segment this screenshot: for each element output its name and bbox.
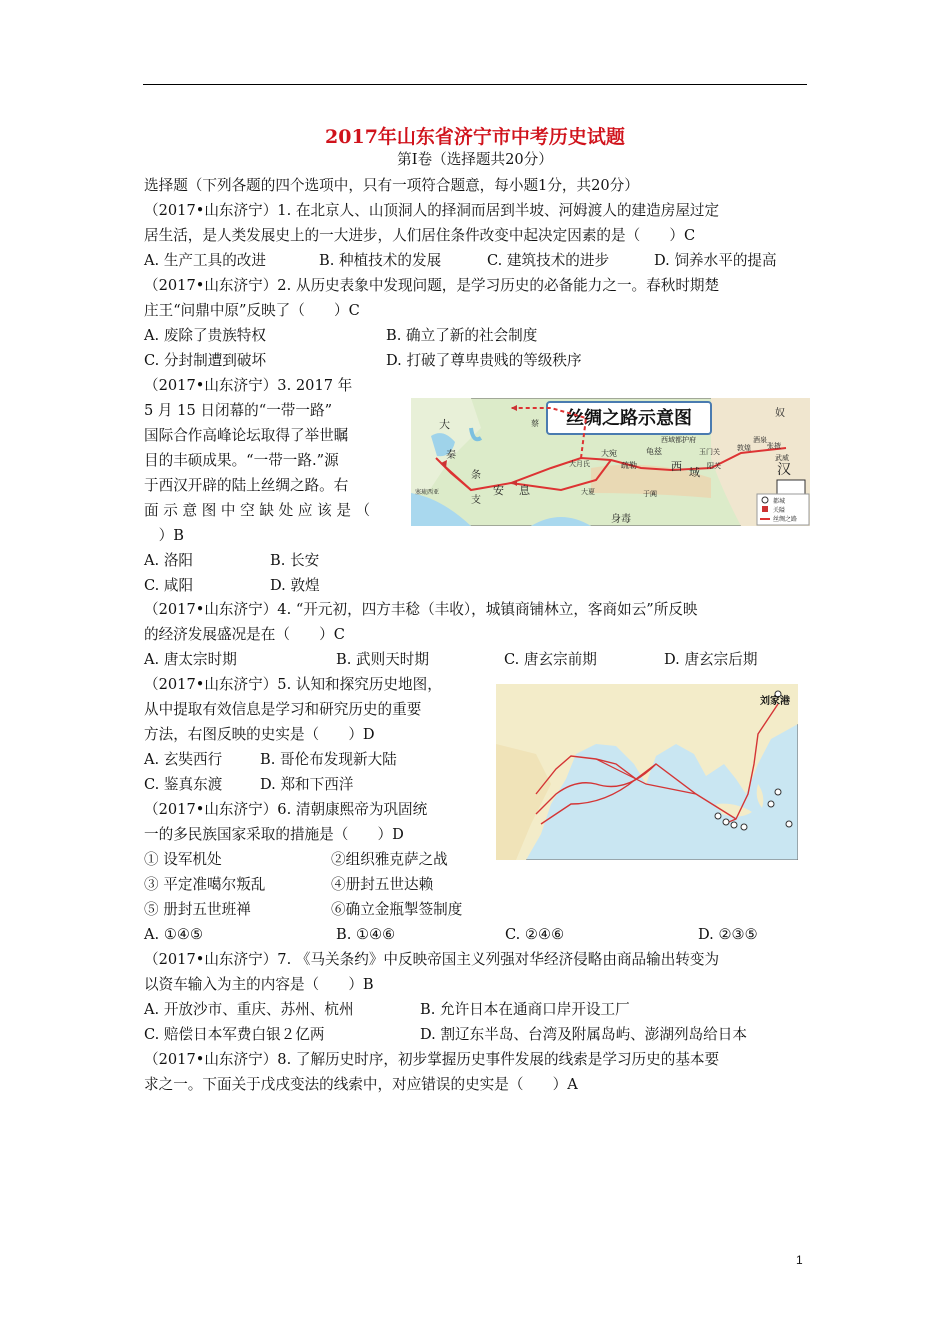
map-label-seleucia: 塞琉西亚 [415,489,440,496]
map-label-dayuan: 大宛 [601,449,617,458]
q3-line1: （2017•山东济宁）3. 2017 年 [144,377,353,394]
q1-line2: 居生活，是人类发展史上的一大进步，人们居住条件改变中起决定因素的是（ ）C [144,227,696,244]
map-label-yangguan: 阳关 [707,462,721,470]
q7-option-d: D. 割辽东半岛、台湾及附属岛屿、澎湖列岛给日本 [420,1026,747,1043]
map-label-cai: 蔡 [531,419,539,428]
q7-option-c: C. 赔偿日本军费白银２亿两 [144,1026,325,1043]
legend-capital: 都城 [773,498,786,505]
q1-option-a: A. 生产工具的改进 [144,252,266,269]
q6-item4: ④册封五世达赖 [331,876,434,893]
q7-option-b: B. 允许日本在通商口岸开设工厂 [420,1001,630,1018]
map-label-yu: 域 [689,466,700,479]
q3-line2: 5 月 15 日闭幕的“一带一路” [144,402,333,419]
map-label-zhi: 支 [471,495,481,506]
q1-option-c: C. 建筑技术的进步 [487,252,610,269]
map-label-jiuquan: 酒泉 [753,436,767,444]
q6-item3: ③ 平定准噶尔叛乱 [144,876,266,893]
legend-silk-road: 丝绸之路 [773,516,798,523]
map-label-yutian: 于阗 [643,490,657,498]
instructions: 选择题（下列各题的四个选项中，只有一项符合题意，每小题1分，共20分） [144,177,639,194]
q5-option-b: B. 哥伦布发现新大陆 [260,751,397,768]
q3-line6: 面 示 意 图 中 空 缺 处 应 该 是 （ [144,502,371,519]
q5-line3: 方法，右图反映的史实是（ ）D [144,726,375,743]
q3-line5: 于西汉开辟的陆上丝绸之路。右 [144,477,349,494]
q3-option-c: C. 咸阳 [144,577,194,594]
map-blank-box [777,480,805,494]
q5-line2: 从中提取有效信息是学习和研究历史的重要 [144,701,422,718]
q3-line7: ）B [144,527,184,544]
q6-option-d: D. ②③⑤ [698,926,758,943]
q4-option-c: C. 唐玄宗前期 [504,651,597,668]
q2-option-d: D. 打破了尊卑贵贱的等级秩序 [386,352,582,369]
q6-option-c: C. ②④⑥ [505,926,565,943]
q6-item5: ⑤ 册封五世班禅 [144,901,251,918]
q2-line2: 庄王“问鼎中原”反映了（ ）C [144,302,360,319]
map-label-xi2: 西 [671,460,682,473]
q3-option-a: A. 洛阳 [144,552,194,569]
q5-option-a: A. 玄奘西行 [144,751,223,768]
port-label-liujiagang: 刘家港 [760,696,790,707]
map-label-shule: 疏勒 [621,461,637,470]
map-label-an: 安 [493,484,504,497]
q2-option-c: C. 分封制遭到破坏 [144,352,267,369]
q6-line1: （2017•山东济宁）6. 清朝康熙帝为巩固统 [144,801,428,818]
q8-line1: （2017•山东济宁）8. 了解历史时序，初步掌握历史事件发展的线索是学习历史的基本要 [144,1051,720,1068]
map-label-wuwei: 武威 [775,454,789,462]
q5-line1: （2017•山东济宁）5. 认知和探究历史地图， [144,676,442,693]
q4-line1: （2017•山东济宁）4. “开元初，四方丰稔（丰收），城镇商铺林立，客商如云”所反映 [144,601,698,618]
header-rule [143,84,807,85]
zheng-he-voyage-map [496,684,798,860]
map-label-shendu: 身毒 [611,514,631,525]
q3-option-b: B. 长安 [270,552,320,569]
q6-item2: ②组织雅克萨之战 [331,851,448,868]
q8-line2: 求之一。下面关于戊戌变法的线索中，对应错误的史实是（ ）A [144,1076,578,1093]
q6-line2: 一的多民族国家采取的措施是（ ）D [144,826,404,843]
q1-line1: （2017•山东济宁）1. 在北京人、山顶洞人的择洞而居到半坡、河姆渡人的建造房屋过定 [144,202,720,219]
q4-option-b: B. 武则天时期 [336,651,429,668]
map-title: 丝绸之路示意图 [566,408,692,429]
page-number: 1 [796,1253,803,1267]
q3-line3: 国际合作高峰论坛取得了举世瞩 [144,427,349,444]
map-label-nu: 奴 [775,408,785,419]
q4-line2: 的经济发展盛况是在（ ）C [144,626,345,643]
q3-line4: 目的丰硕成果。“一带一路.”源 [144,452,339,469]
map-label-daxia: 大夏 [581,488,595,496]
map-label-han: 汉 [777,462,791,478]
q1-option-b: B. 种植技术的发展 [319,252,442,269]
q5-option-d: D. 郑和下西洋 [260,776,354,793]
map-legend [757,494,809,525]
page-title: 2017年山东省济宁市中考历史试题 [325,126,625,148]
q1-option-d: D. 饲养水平的提高 [654,252,777,269]
q6-item1: ① 设军机处 [144,851,222,868]
q2-option-a: A. 废除了贵族特权 [144,327,266,344]
map-label-da: 大 [439,418,450,431]
q4-option-d: D. 唐玄宗后期 [664,651,758,668]
q6-item6: ⑥确立金瓶掣签制度 [331,901,463,918]
map-label-dunhuang: 敦煌 [737,444,751,452]
legend-pass: 关隘 [773,507,786,514]
map-label-zhangye: 张掖 [767,442,781,450]
map-label-xi: 息 [519,484,530,497]
q4-option-a: A. 唐太宗时期 [144,651,237,668]
section-heading: 第Ⅰ卷（选择题共20分） [397,151,553,168]
q7-line1: （2017•山东济宁）7. 《马关条约》中反映帝国主义列强对华经济侵略由商品输出转变为 [144,951,720,968]
q3-option-d: D. 敦煌 [270,577,320,594]
map-label-xiyu-duhufu: 西域都护府 [661,436,696,444]
q5-option-c: C. 鉴真东渡 [144,776,223,793]
map-label-yumenguan: 玉门关 [699,448,720,456]
map-label-tiao: 条 [471,470,481,481]
map-label-qin: 秦 [446,450,456,461]
map-label-dayuezhi: 大月氏 [569,460,590,468]
silk-road-map [411,398,810,526]
map-label-qiuci: 龟兹 [646,447,662,456]
q2-line1: （2017•山东济宁）2. 从历史表象中发现问题，是学习历史的必备能力之一。春秋时期楚 [144,277,720,294]
q7-line2: 以资车输入为主的内容是（ ）B [144,976,374,993]
q6-option-b: B. ①④⑥ [336,926,396,943]
q6-option-a: A. ①④⑤ [144,926,204,943]
q2-option-b: B. 确立了新的社会制度 [386,327,538,344]
q7-option-a: A. 开放沙市、重庆、苏州、杭州 [144,1001,354,1018]
